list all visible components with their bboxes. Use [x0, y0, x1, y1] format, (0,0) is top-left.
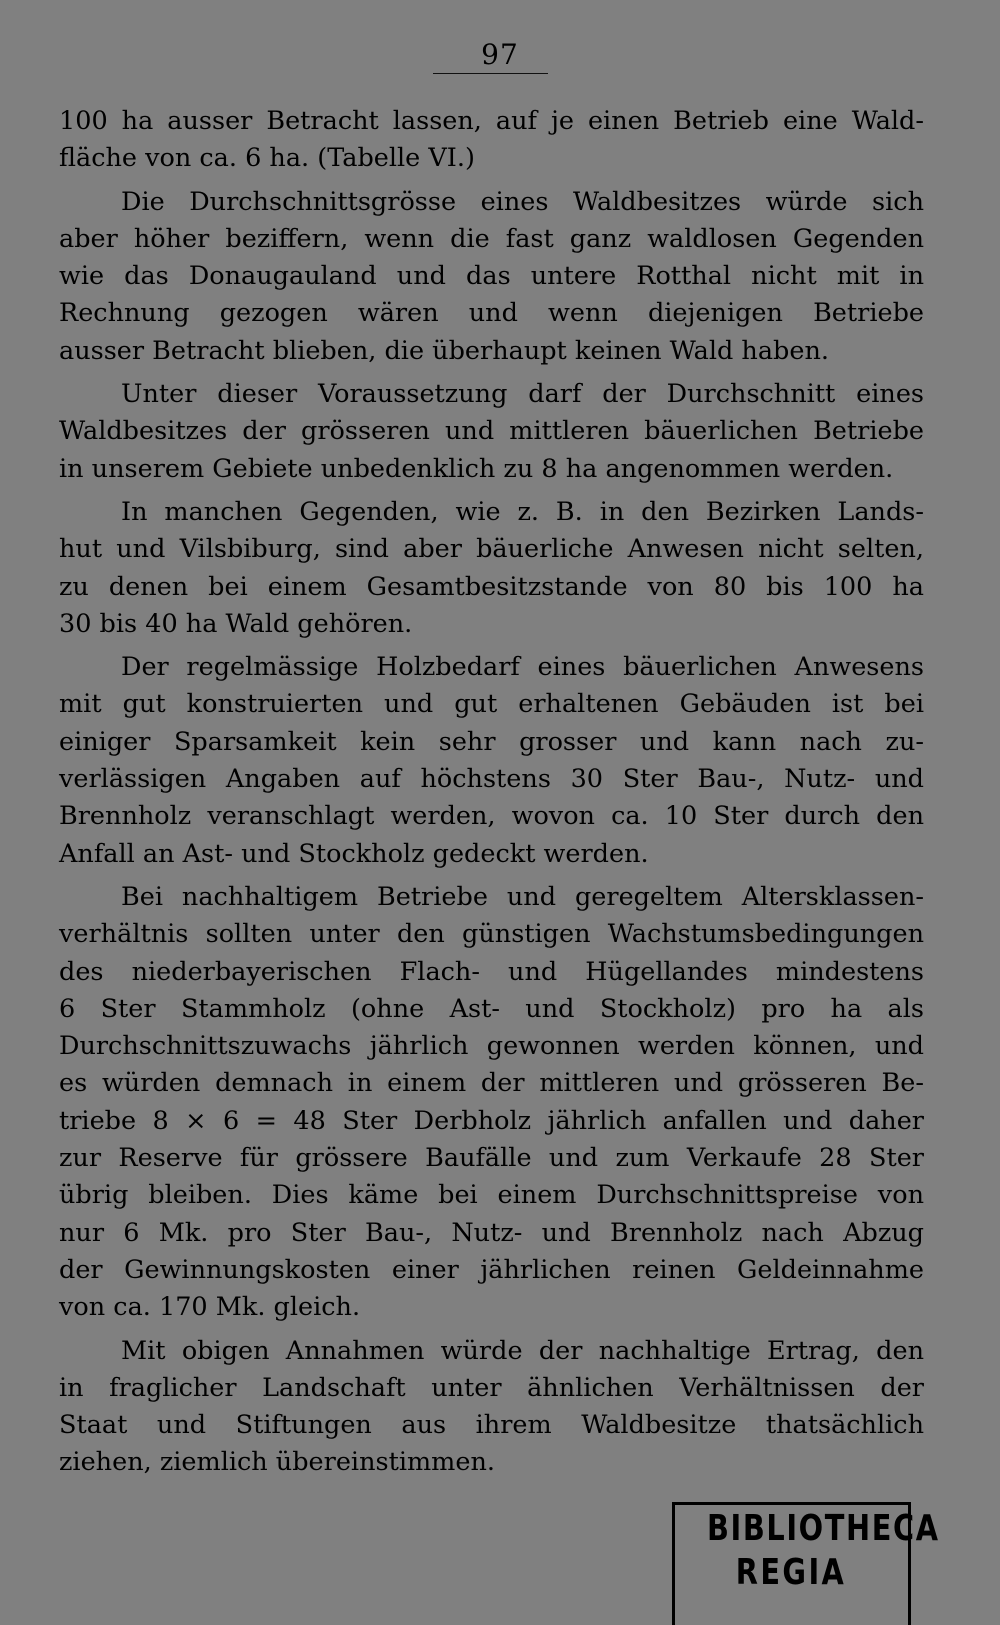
text-line: Anfall an Ast- und Stockholz gedeckt werden. [59, 838, 649, 869]
text-line: ziehen, ziemlich übereinstimmen. [59, 1447, 495, 1478]
text-line: triebe 8 × 6 = 48 Ster Derbholz jährlich anfallen und daher [59, 1105, 924, 1136]
paragraph-2 [59, 184, 924, 370]
stamp-text-line2: REGIA [735, 1552, 847, 1593]
text-line: Bei nachhaltigem Betriebe und geregeltem Altersklassen- [121, 881, 924, 912]
text-line: des niederbayerischen Flach- und Hügellandes mindestens [59, 956, 924, 987]
text-line: von ca. 170 Mk. gleich. [59, 1292, 361, 1323]
text-line: nur 6 Mk. pro Ster Bau-, Nutz- und Brennholz nach Abzug [59, 1217, 924, 1248]
paragraph-7 [59, 1333, 924, 1482]
text-line: 6 Ster Stammholz (ohne Ast- und Stockholz) pro ha als [59, 993, 924, 1024]
paragraph-5 [59, 649, 924, 873]
text-line: übrig bleiben. Dies käme bei einem Durchschnittspreise von [59, 1180, 924, 1211]
text-line: mit gut konstruierten und gut erhaltenen Gebäuden ist bei [59, 689, 924, 720]
text-line: 100 ha ausser Betracht lassen, auf je einen Betrieb eine Wald- [59, 106, 924, 136]
paragraph-6 [59, 879, 924, 1327]
text-line: Rechnung gezogen wären und wenn diejenigen Betriebe [59, 298, 924, 329]
text-line: einiger Sparsamkeit kein sehr grosser und kann nach zu- [59, 726, 924, 757]
text-line: verlässigen Angaben auf höchstens 30 Ster Bau-, Nutz- und [59, 764, 924, 795]
text-line: 30 bis 40 ha Wald gehören. [59, 608, 413, 639]
text-line: aber höher beziffern, wenn die fast ganz waldlosen Gegenden [59, 223, 924, 254]
text-line: Brennholz veranschlagt werden, wovon ca. 10 Ster durch den [59, 801, 924, 832]
text-line: in unserem Gebiete unbedenklich zu 8 ha angenommen werden. [59, 453, 894, 484]
text-line: Die Durchschnittsgrösse eines Waldbesitzes würde sich [121, 186, 924, 217]
paragraph-3 [59, 376, 924, 488]
text-line: der Gewinnungskosten einer jährlichen reinen Geldeinnahme [59, 1254, 924, 1285]
text-line: fläche von ca. 6 ha. (Tabelle VI.) [59, 143, 475, 174]
text-line: verhältnis sollten unter den günstigen Wachstumsbedingungen [59, 919, 924, 950]
text-line: Waldbesitzes der grösseren und mittleren bäuerlichen Betriebe [59, 416, 924, 447]
page-number: 97 [481, 38, 519, 71]
text-line: es würden demnach in einem der mittleren und grösseren Be- [59, 1068, 924, 1099]
text-line: hut und Vilsbiburg, sind aber bäuerliche Anwesen nicht selten, [59, 534, 924, 565]
text-line: Unter dieser Voraussetzung darf der Durchschnitt eines [121, 379, 924, 410]
text-line: in fraglicher Landschaft unter ähnlichen Verhältnissen der [59, 1372, 924, 1403]
text-line: zu denen bei einem Gesamtbesitzstande von 80 bis 100 ha [59, 571, 924, 602]
page-number-rule [433, 73, 548, 74]
text-line: Der regelmässige Holzbedarf eines bäuerlichen Anwesens [121, 652, 924, 683]
text-line: zur Reserve für grössere Baufälle und zum Verkaufe 28 Ster [59, 1143, 924, 1174]
text-line: wie das Donaugauland und das untere Rotthal nicht mit in [59, 261, 924, 292]
library-stamp [672, 1484, 940, 1614]
text-line: Durchschnittszuwachs jährlich gewonnen werden können, und [59, 1031, 924, 1062]
text-line: ausser Betracht blieben, die überhaupt keinen Wald haben. [59, 335, 830, 366]
paragraph-4 [59, 494, 924, 643]
text-line: Mit obigen Annahmen würde der nachhaltige Ertrag, den [121, 1335, 924, 1366]
text-line: Staat und Stiftungen aus ihrem Waldbesitze thatsächlich [59, 1410, 924, 1441]
paragraph-1 [59, 103, 924, 178]
stamp-text-line1: BIBLIOTHECA [707, 1508, 940, 1549]
text-line: In manchen Gegenden, wie z. B. in den Bezirken Lands- [121, 496, 924, 527]
body-text [59, 103, 924, 1482]
